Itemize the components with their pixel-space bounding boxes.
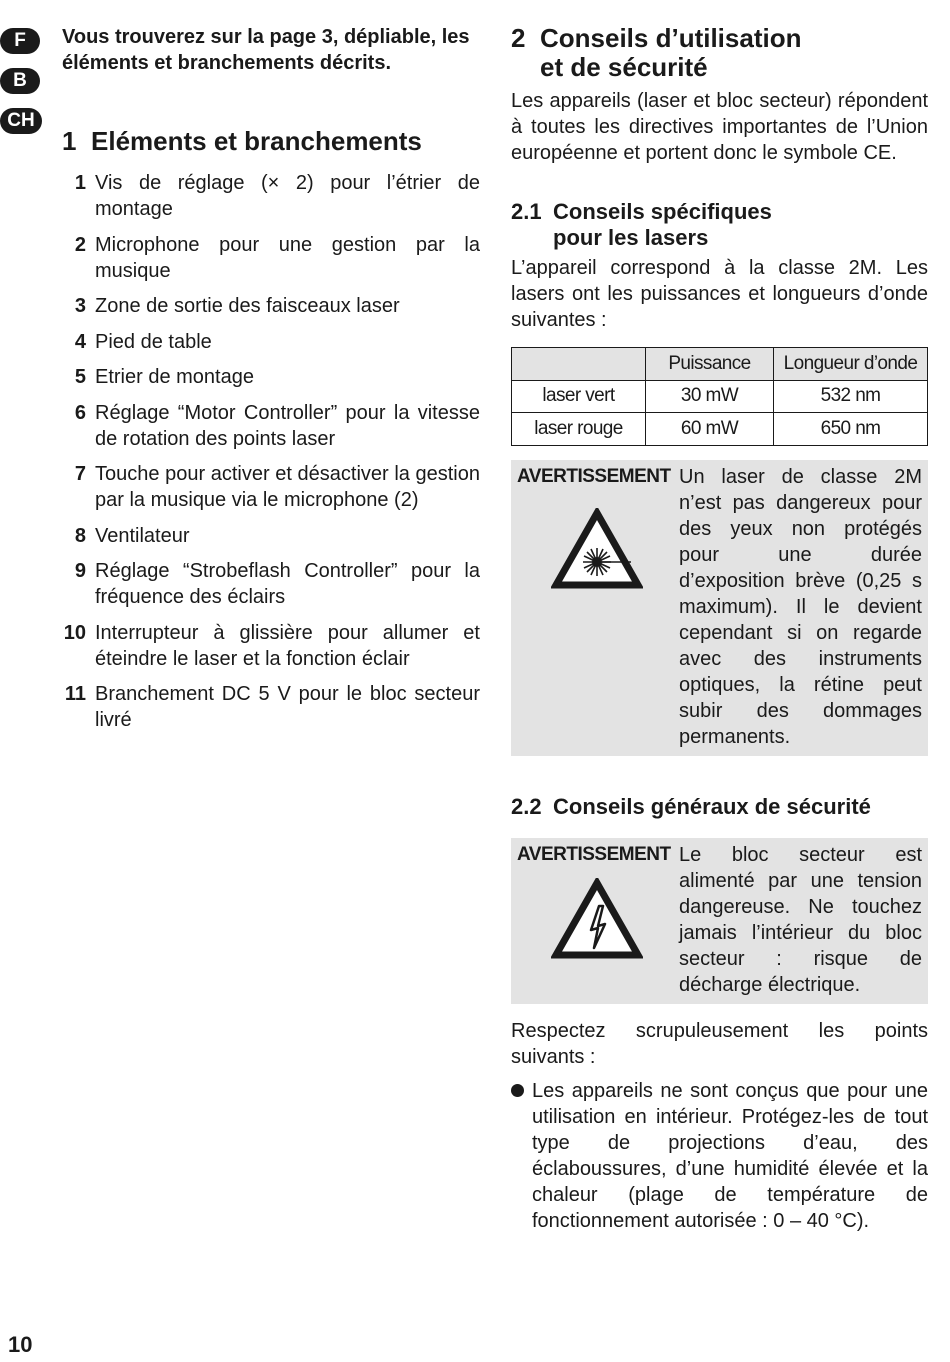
list-item: [62, 232, 480, 284]
list-item: [62, 681, 480, 733]
section-2-2-paragraph: Respectez scrupuleusement les points suivants :: [511, 1019, 928, 1068]
components-list: [62, 170, 480, 743]
item-text: Réglage “Motor Controller” pour la vitesse de rotation des points laser: [95, 401, 480, 450]
item-text: Branchement DC 5 V pour le bloc secteur livré: [95, 683, 480, 731]
intro-text: Vous trouverez sur la page 3, dépliable, les éléments et branchements décrits.: [62, 26, 470, 74]
page-number: 10: [8, 1332, 33, 1357]
list-item: [62, 329, 480, 355]
item-number: 3: [74, 295, 86, 317]
warning-label: AVERTISSEMENT: [517, 843, 671, 865]
section-2-paragraph: Les appareils (laser et bloc secteur) répondent à toutes les directives importantes de l’Union européenne et portent donc le symbole CE.: [511, 90, 928, 164]
warning-label: AVERTISSEMENT: [517, 465, 671, 487]
table-cell: 60 mW: [646, 413, 774, 446]
list-item: [511, 1078, 928, 1234]
bullet-text: Les appareils ne sont conçus que pour une utilisation en intérieur. Protégez-les de tout type de projections d’eau, des éclaboussures, d’une humidité élevée et la chaleur (plage de température de fonctionnement autorisée : 0 – 40 °C).: [532, 1079, 928, 1232]
section-2-title-line1: Conseils d’utilisation: [540, 23, 802, 53]
laser-warning-icon: [551, 508, 679, 595]
safety-column: [511, 24, 928, 1234]
intro-block: [62, 24, 480, 76]
item-number: 2: [74, 233, 86, 256]
item-number: 4: [74, 330, 86, 353]
section-2-1-paragraph: L’appareil correspond à la classe 2M. Les lasers ont les puissances et longueurs d’onde suivantes :: [511, 257, 928, 331]
item-text: Touche pour activer et désactiver la gestion par la musique via le microphone (2): [95, 463, 480, 511]
item-number: 11: [64, 683, 86, 705]
item-text: Pied de table: [95, 330, 212, 353]
electric-warning-text: Le bloc secteur est alimenté par une tension dangereuse. Ne touchez jamais l’intérieur du bloc secteur : risque de décharge électrique.: [679, 843, 922, 996]
list-item: [62, 364, 480, 390]
section-2-1-heading: [511, 199, 928, 251]
list-item: [62, 461, 480, 513]
section-1-heading: [62, 124, 422, 158]
item-text: Ventilateur: [95, 524, 190, 547]
table-cell: 30 mW: [646, 380, 774, 413]
item-number: 1: [74, 172, 86, 194]
item-text: Zone de sortie des faisceaux laser: [95, 295, 400, 317]
item-text: Microphone pour une gestion par la musique: [95, 233, 480, 282]
item-text: Réglage “Strobeflash Controller” pour la fréquence des éclairs: [95, 560, 480, 608]
laser-warning-box: [511, 460, 928, 756]
section-2-title-line2: et de sécurité: [540, 52, 708, 82]
item-text: Vis de réglage (× 2) pour l’étrier de montage: [95, 172, 480, 220]
table-header-cell: Puissance: [646, 348, 774, 381]
table-header-cell: [512, 348, 646, 381]
section-1-number: 1: [62, 126, 77, 156]
table-cell: laser rouge: [512, 413, 646, 446]
section-2-1-title-line1: Conseils spécifiques: [553, 199, 772, 224]
section-2-heading: [511, 24, 928, 82]
section-2-2-number: 2.2: [511, 793, 542, 819]
table-row: [512, 380, 928, 413]
warning-side: [517, 842, 679, 998]
section-2-2-heading: [511, 794, 928, 820]
lang-badge-ch: CH: [0, 108, 42, 134]
section-2-1-title-line2: pour les lasers: [553, 225, 709, 250]
electric-warning-box: [511, 838, 928, 1004]
section-2-number: 2: [511, 23, 526, 53]
list-item: [62, 523, 480, 549]
item-number: 6: [74, 401, 86, 424]
item-text: Etrier de montage: [95, 366, 254, 388]
list-item: [62, 620, 480, 672]
table-row: [512, 413, 928, 446]
item-number: 5: [74, 366, 86, 388]
table-cell: 650 nm: [774, 413, 928, 446]
item-text: Interrupteur à glissière pour allumer et éteindre le laser et la fonction éclair: [95, 621, 480, 670]
section-2-1-number: 2.1: [511, 199, 542, 224]
electric-hazard-icon: [551, 878, 679, 965]
list-item: [62, 558, 480, 610]
table-header-row: [512, 348, 928, 381]
table-cell: laser vert: [512, 380, 646, 413]
section-2-2-title: Conseils généraux de sécurité: [553, 793, 871, 819]
lang-badge-f: F: [0, 28, 40, 54]
item-number: 10: [63, 621, 86, 644]
lang-badge-b: B: [0, 68, 40, 94]
warning-side: [517, 464, 679, 750]
list-item: [62, 170, 480, 222]
list-item: [62, 293, 480, 319]
table-header-cell: Longueur d’onde: [774, 348, 928, 381]
section-1-title: Eléments et branchements: [91, 126, 422, 156]
laser-warning-text: Un laser de classe 2M n’est pas dangereux pour des yeux non protégés pour une durée d’exposition brève (0,25 s maximum). Il le devient cependant si on regarde avec des instruments optiques, la rétine peut subir des dommages permanents.: [679, 465, 922, 748]
item-number: 8: [74, 524, 86, 547]
table-cell: 532 nm: [774, 380, 928, 413]
bullet-icon: [511, 1078, 532, 1234]
laser-spec-table: [511, 347, 928, 446]
item-number: 7: [74, 463, 86, 485]
list-item: [62, 400, 480, 452]
item-number: 9: [74, 560, 86, 582]
